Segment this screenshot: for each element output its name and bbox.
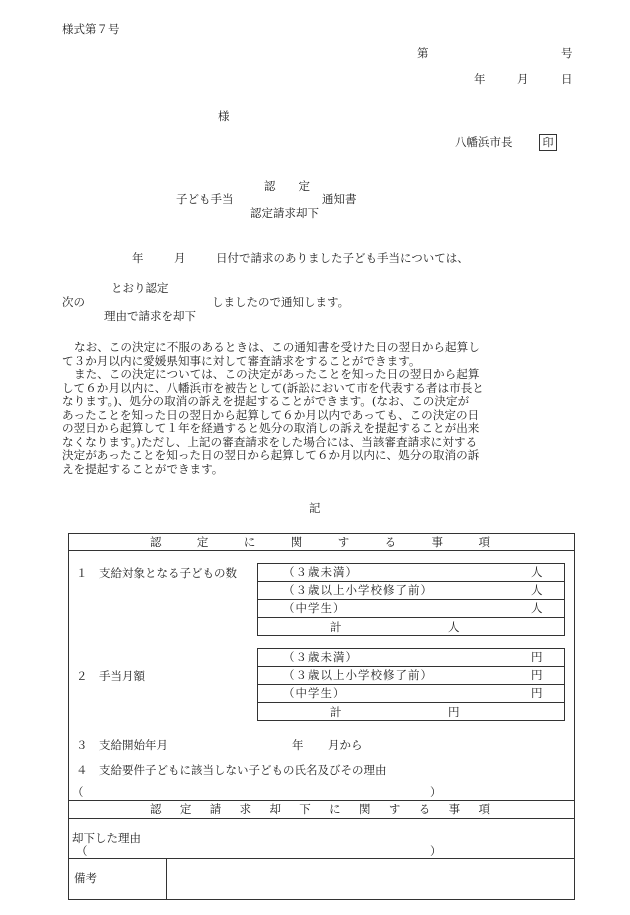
paragraph-line: 決定があったことを知った日の翌日から起算して６か月以内に、処分の取消の訴 <box>62 448 480 462</box>
row-divider <box>257 684 565 685</box>
amount-row-label: （中学生） <box>283 686 346 700</box>
row-divider <box>257 599 565 600</box>
header-char: 関 <box>359 802 371 816</box>
table-divider <box>68 800 575 801</box>
paragraph-line: えを提起することができます。 <box>62 461 224 476</box>
header-char: 下 <box>299 802 311 816</box>
title-bottom: 認定請求却下 <box>250 206 319 220</box>
header-char: 認 <box>150 802 162 816</box>
header-char: る <box>418 802 431 816</box>
children-row-unit: 人 <box>531 583 543 597</box>
header-char: 項 <box>478 535 490 549</box>
table-divider <box>68 818 575 819</box>
notice-paragraph-2 <box>62 368 574 476</box>
paragraph-line: なくなります。)ただし、上記の審査請求をした場合には、当該審査請求に対する <box>62 434 478 449</box>
header-char: す <box>388 802 401 816</box>
paragraph-line: の翌日から起算して１年を経過すると処分の取消しの訴えを提起することが出来 <box>62 421 480 435</box>
decision-right: しましたので通知します。 <box>212 295 350 309</box>
paragraph-line: あったことを知った日の翌日から起算して６か月以内であっても、この決定の日 <box>62 407 480 422</box>
table-divider <box>68 550 575 551</box>
item4-paren-open: （ <box>72 785 84 799</box>
paragraph-line: なお、この決定に不服のあるときは、この通知書を受けた日の翌日から起算し <box>74 340 480 354</box>
item3-year: 年 <box>292 738 304 752</box>
item4-label: ４ 支給要件子どもに該当しない子どもの氏名及びその理由 <box>76 763 387 777</box>
header-char: 定 <box>179 802 192 816</box>
header-char: 事 <box>448 802 461 816</box>
row-divider <box>257 666 565 667</box>
reason-label: 却下した理由 <box>72 831 141 845</box>
header-nintei <box>150 537 490 549</box>
intro-month: 月 <box>174 251 186 265</box>
decision-left: 次の <box>62 295 85 309</box>
decision-upper: とおり認定 <box>111 281 169 295</box>
header-char: 項 <box>478 802 490 816</box>
children-total-label: 計 <box>330 620 342 634</box>
addressee-sama: 様 <box>218 109 230 123</box>
issuer-name: 八幡浜市長 <box>455 135 513 149</box>
paragraph-line: て３か月以内に愛媛県知事に対して審査請求をすることができます。 <box>62 353 421 368</box>
title-right: 通知書 <box>322 192 357 206</box>
amount-total-unit: 円 <box>448 705 460 719</box>
row-divider <box>257 581 565 582</box>
notice-paragraph-1 <box>62 341 574 368</box>
header-char: 却 <box>269 802 281 816</box>
title-top: 認 定 <box>264 179 310 193</box>
header-char: 関 <box>290 535 303 549</box>
amount-total-label: 計 <box>330 705 342 719</box>
table-divider <box>68 858 575 859</box>
header-char: 請 <box>209 802 222 816</box>
children-total-unit: 人 <box>448 620 460 634</box>
amount-row-unit: 円 <box>531 686 543 700</box>
header-char: 求 <box>239 802 252 816</box>
date-day: 日 <box>561 72 573 86</box>
amount-row-unit: 円 <box>531 668 543 682</box>
item3-label: ３ 支給開始年月 <box>76 738 168 752</box>
header-kyakka <box>150 804 490 816</box>
seal-box: 印 <box>539 134 557 151</box>
reason-paren-close: ） <box>430 844 442 858</box>
header-char: 定 <box>196 535 209 549</box>
reason-paren-open: （ <box>76 844 88 858</box>
decision-lower: 理由で請求を却下 <box>104 309 196 323</box>
ki-heading: 記 <box>309 501 321 515</box>
header-char: す <box>337 535 350 549</box>
header-char: 事 <box>431 535 444 549</box>
paragraph-line: して６か月以内に、八幡浜市を被告として(訴訟において市を代表する者は市長と <box>62 380 484 395</box>
date-month: 月 <box>517 72 529 86</box>
intro-text: 日付で請求のありました子ども手当については、 <box>216 251 469 265</box>
children-row-label: （３歳以上小学校修了前） <box>283 583 433 597</box>
row-divider <box>257 617 565 618</box>
amount-row-label: （３歳以上小学校修了前） <box>283 668 433 682</box>
header-char: に <box>243 535 256 549</box>
item3-month: 月から <box>328 738 363 752</box>
item4-paren-close: ） <box>430 785 442 799</box>
header-char: る <box>384 535 397 549</box>
children-row-label: （中学生） <box>283 601 346 615</box>
doc-number-dai: 第 <box>417 46 429 60</box>
children-row-unit: 人 <box>531 601 543 615</box>
row-divider <box>257 702 565 703</box>
remarks-label: 備考 <box>74 871 97 885</box>
paragraph-line: また、この決定については、この決定があったことを知った日の翌日から起算 <box>74 367 480 381</box>
item1-label: １ 支給対象となる子どもの数 <box>76 566 237 580</box>
amount-row-unit: 円 <box>531 650 543 664</box>
remarks-divider <box>166 858 167 900</box>
children-row-unit: 人 <box>531 565 543 579</box>
header-char: に <box>329 802 341 816</box>
intro-year: 年 <box>132 251 144 265</box>
form-number: 様式第７号 <box>62 22 120 36</box>
date-year: 年 <box>474 72 486 86</box>
paragraph-line: なります。)、処分の取消の訴えを提起することができます。(なお、この決定が <box>62 394 470 408</box>
header-char: 認 <box>150 535 162 549</box>
children-row-label: （３歳未満） <box>283 565 358 579</box>
amount-row-label: （３歳未満） <box>283 650 358 664</box>
item2-label: ２ 手当月額 <box>76 669 145 683</box>
doc-number-go: 号 <box>561 46 573 60</box>
title-left: 子ども手当 <box>176 192 234 206</box>
